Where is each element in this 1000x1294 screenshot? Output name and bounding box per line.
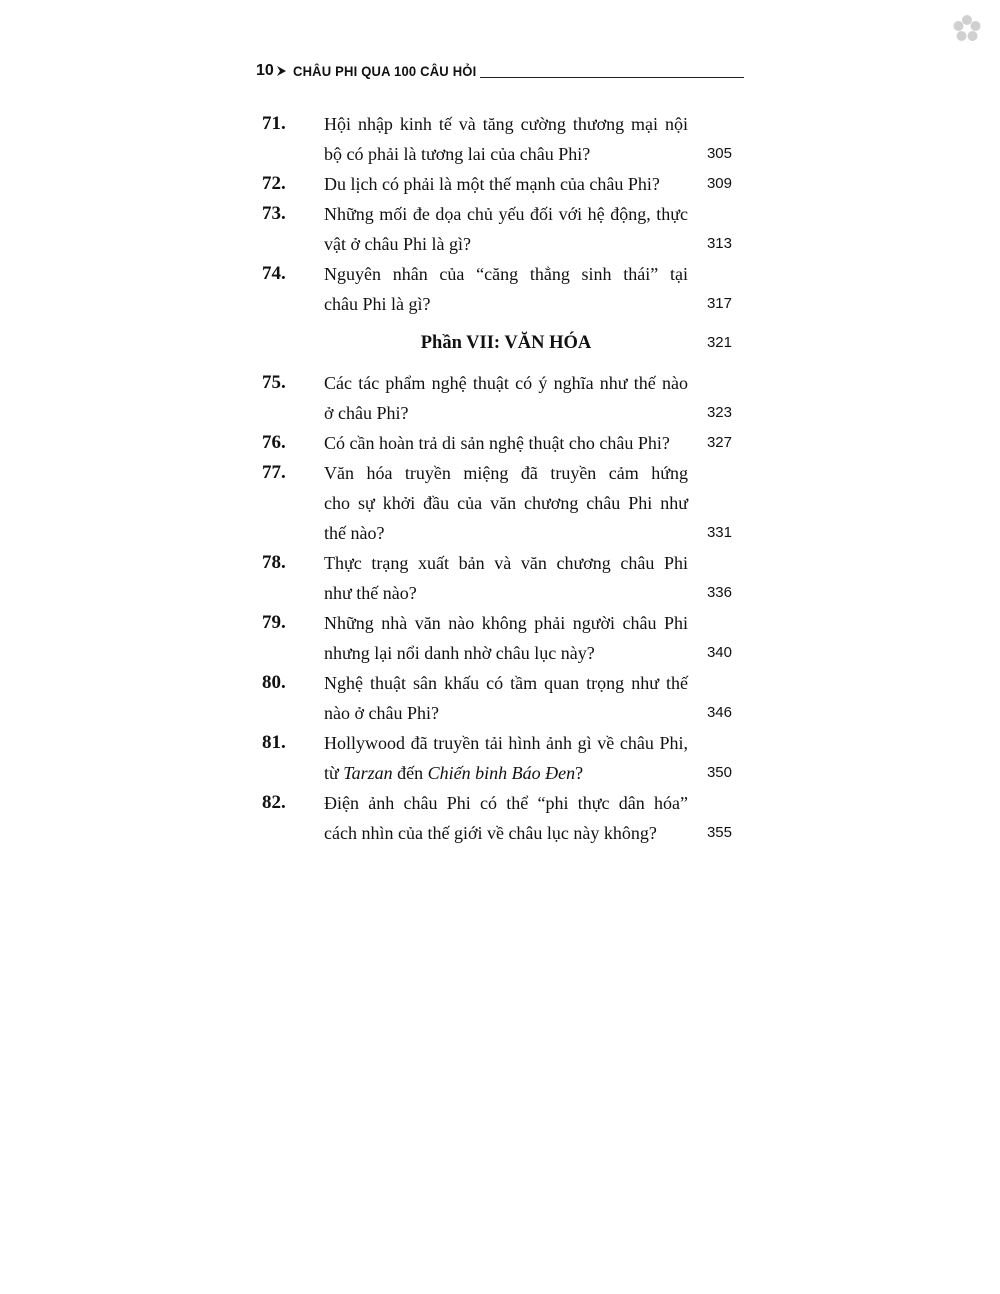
- entry-number: 71.: [262, 113, 286, 134]
- title-line: Những mối đe dọa chủ yếu đối với hệ động, thực: [324, 204, 688, 224]
- entry-page: 305: [706, 145, 732, 162]
- header-rule: [480, 77, 744, 78]
- title-line: Những nhà văn nào không phải người châu Phi: [324, 613, 688, 633]
- entry-title: [324, 608, 688, 668]
- film-title: Tarzan: [343, 763, 393, 783]
- entry-number: 82.: [262, 792, 286, 813]
- entry-page: 313: [706, 235, 732, 252]
- title-line: Du lịch có phải là một thế mạnh của châu Phi?: [324, 174, 660, 194]
- entry-number: 79.: [262, 612, 286, 633]
- title-line: Điện ảnh châu Phi có thể “phi thực dân hóa”: [324, 793, 688, 813]
- running-header: [256, 60, 744, 84]
- toc-entry: [262, 608, 742, 668]
- entry-page: 317: [706, 295, 732, 312]
- entry-title: [324, 368, 688, 428]
- entry-page: 309: [706, 175, 732, 192]
- section-heading: [262, 328, 742, 358]
- title-line: Các tác phẩm nghệ thuật có ý nghĩa như thế nào: [324, 373, 688, 393]
- title-line: từ Tarzan đến Chiến binh Báo Đen?: [324, 763, 584, 783]
- entry-number: 77.: [262, 462, 286, 483]
- entry-page: 336: [706, 584, 732, 601]
- toc-entry: [262, 548, 742, 608]
- entry-number: 74.: [262, 263, 286, 284]
- entry-page: 331: [706, 524, 732, 541]
- entry-title: [324, 428, 688, 458]
- title-line: vật ở châu Phi là gì?: [324, 234, 471, 254]
- entry-page: 346: [706, 704, 732, 721]
- entry-title: [324, 668, 688, 728]
- entry-page: 323: [706, 404, 732, 421]
- title-line: bộ có phải là tương lai của châu Phi?: [324, 144, 591, 164]
- toc-entry: [262, 728, 742, 788]
- toc-entry: [262, 169, 742, 199]
- entry-title: [324, 109, 688, 169]
- entry-title: [324, 548, 688, 608]
- title-line: thế nào?: [324, 523, 385, 543]
- title-line: nhưng lại nổi danh nhờ châu lục này?: [324, 643, 595, 663]
- entry-number: 72.: [262, 173, 286, 194]
- title-line: cho sự khởi đầu của văn chương châu Phi như: [324, 493, 688, 513]
- entry-title: [324, 788, 688, 848]
- entry-title: [324, 728, 688, 788]
- entry-page: 327: [706, 434, 732, 451]
- title-line: Có cần hoàn trả di sản nghệ thuật cho châu Phi?: [324, 433, 670, 453]
- toc-entry: [262, 109, 742, 169]
- entry-page: 350: [706, 764, 732, 781]
- entry-number: 73.: [262, 203, 286, 224]
- toc-entry: [262, 458, 742, 548]
- toc-entry: [262, 668, 742, 728]
- flower-icon: [952, 14, 982, 44]
- section-title: Phần VII: VĂN HÓA: [420, 333, 592, 353]
- chevron-right-icon: [276, 65, 287, 77]
- entry-title: [324, 169, 688, 199]
- entry-number: 81.: [262, 732, 286, 753]
- entry-page: 340: [706, 644, 732, 661]
- title-line: ở châu Phi?: [324, 403, 409, 423]
- toc-entry: [262, 199, 742, 259]
- title-line: Nghệ thuật sân khấu có tầm quan trọng như thế: [324, 673, 688, 693]
- title-line: như thế nào?: [324, 583, 417, 603]
- entry-page: 355: [706, 824, 732, 841]
- table-of-contents: [262, 109, 742, 848]
- title-line: Nguyên nhân của “căng thẳng sinh thái” tại: [324, 264, 688, 284]
- entry-number: 76.: [262, 432, 286, 453]
- entry-title: [324, 199, 688, 259]
- title-line: châu Phi là gì?: [324, 294, 431, 314]
- running-title: CHÂU PHI QUA 100 CÂU HỎI: [293, 63, 477, 79]
- title-line: Văn hóa truyền miệng đã truyền cảm hứng: [324, 463, 688, 483]
- toc-entry: [262, 428, 742, 458]
- section-page: 321: [706, 334, 732, 351]
- title-line: Hollywood đã truyền tải hình ảnh gì về châu Phi,: [324, 733, 688, 753]
- entry-title: [324, 458, 688, 548]
- title-line: nào ở châu Phi?: [324, 703, 439, 723]
- toc-entry: [262, 788, 742, 848]
- title-line: cách nhìn của thế giới về châu lục này không?: [324, 823, 657, 843]
- entry-number: 80.: [262, 672, 286, 693]
- title-line: Thực trạng xuất bản và văn chương châu Phi: [324, 553, 688, 573]
- entry-number: 78.: [262, 552, 286, 573]
- toc-entry: [262, 259, 742, 319]
- page-number: 10: [256, 62, 274, 79]
- entry-title: [324, 259, 688, 319]
- film-title: Chiến binh Báo Đen: [427, 763, 576, 783]
- toc-entry: [262, 368, 742, 428]
- title-line: Hội nhập kinh tế và tăng cường thương mại nội: [324, 114, 688, 134]
- entry-number: 75.: [262, 372, 286, 393]
